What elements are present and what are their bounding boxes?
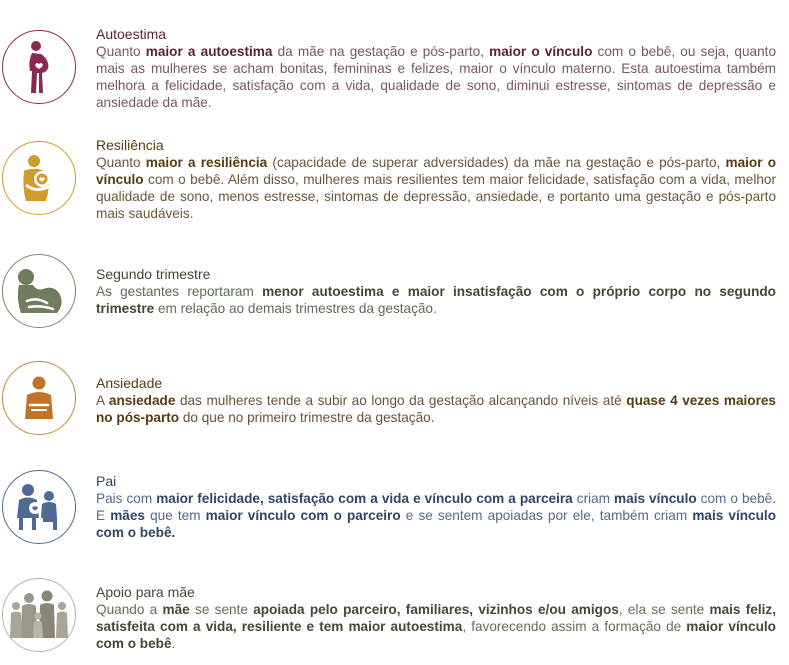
body-text: em relação ao demais trimestres da gestação. [154, 301, 437, 316]
body-text: com o bebê. Além disso, mulheres mais resilientes tem maior felicidade, satisfação com a vida, melhor qualidade de sono, menos estresse, sintomas de depressão, ansiedade, e portanto uma gestação e pós-parto mais saudáveis. [96, 172, 776, 221]
section-title: Apoio para mãe [96, 584, 195, 600]
body-text: Pais com [96, 491, 157, 506]
body-text: se sente [189, 602, 254, 617]
section-body [96, 601, 776, 652]
bold-text: maior vínculo com o bebê [96, 619, 776, 651]
bold-text: menor autoestima e maior insatisfação com o próprio corpo no segundo trimestre [96, 284, 776, 316]
bold-text: mãe [162, 602, 190, 617]
bold-text: mais vínculo com o bebê. [96, 508, 777, 540]
bold-text: mais vínculo [614, 491, 697, 506]
family-group-icon [2, 578, 76, 652]
bold-text: mães [110, 508, 145, 523]
section-text-apoio [96, 584, 776, 652]
section-text-resiliencia [96, 137, 776, 222]
body-text: , ela se sente [618, 602, 710, 617]
body-text: Quanto [96, 44, 146, 59]
couple-with-baby-icon [2, 470, 76, 544]
section-title: Pai [96, 473, 117, 489]
body-text: com o bebê. E [96, 491, 777, 523]
body-text: , favorecendo assim a formação de [462, 619, 687, 634]
section-text-segundo-trimestre [96, 266, 776, 317]
bold-text: ansiedade [108, 393, 176, 408]
section-body [96, 154, 776, 222]
bold-text: maior o vínculo [96, 155, 777, 187]
body-text: criam [572, 491, 615, 506]
bold-text: maior a autoestima [145, 44, 273, 59]
bold-text: apoiada pelo parceiro, familiares, vizinhos e/ou amigos [253, 602, 619, 617]
section-body [96, 392, 776, 426]
body-text: com o bebê, ou seja, quanto mais as mulheres se acham bonitas, femininas e felizes, maior o vínculo materno. Esta autoestima também melhora a felicidade, satisfação com a vida, qualidade de sono, diminui estresse, sintomas de depressão e ansiedade da mãe. [96, 44, 777, 110]
section-text-ansiedade [96, 375, 776, 426]
body-text: da mãe na gestação e pós-parto, [272, 44, 490, 59]
section-body [96, 490, 776, 541]
body-text: das mulheres tende a subir ao longo da gestação alcançando níveis até [175, 393, 627, 408]
pregnant-woman-icon [2, 30, 76, 104]
body-text: (capacidade de superar adversidades) da mãe na gestação e pós-parto, [267, 155, 726, 170]
body-text: e se sentem apoiadas por ele, também criam [400, 508, 693, 523]
bold-text: maior vínculo com o parceiro [205, 508, 401, 523]
body-text: . [171, 636, 176, 651]
body-text: Quanto [96, 155, 146, 170]
pregnant-belly-icon [2, 254, 76, 328]
body-text: Quando a [96, 602, 163, 617]
section-title: Ansiedade [96, 375, 163, 391]
section-body [96, 283, 776, 317]
anxious-woman-icon [2, 361, 76, 435]
section-title: Autoestima [96, 26, 167, 42]
bold-text: maior o vínculo [489, 44, 593, 59]
mother-holding-baby-icon [2, 141, 76, 215]
body-text: que tem [144, 508, 206, 523]
section-title: Segundo trimestre [96, 266, 211, 282]
bold-text: maior a resiliência [145, 155, 268, 170]
body-text: As gestantes reportaram [96, 284, 263, 299]
section-text-pai [96, 473, 776, 541]
body-text: do que no primeiro trimestre da gestação. [179, 410, 435, 425]
bold-text: maior felicidade, satisfação com a vida e vínculo com a parceira [156, 491, 573, 506]
section-text-autoestima [96, 26, 776, 111]
bold-text: mais feliz, satisfeita com a vida, resiliente e tem maior autoestima [96, 602, 776, 634]
body-text: A [96, 393, 109, 408]
bold-text: quase 4 vezes maiores no pós-parto [96, 393, 776, 425]
section-title: Resiliência [96, 137, 164, 153]
section-body [96, 43, 776, 111]
